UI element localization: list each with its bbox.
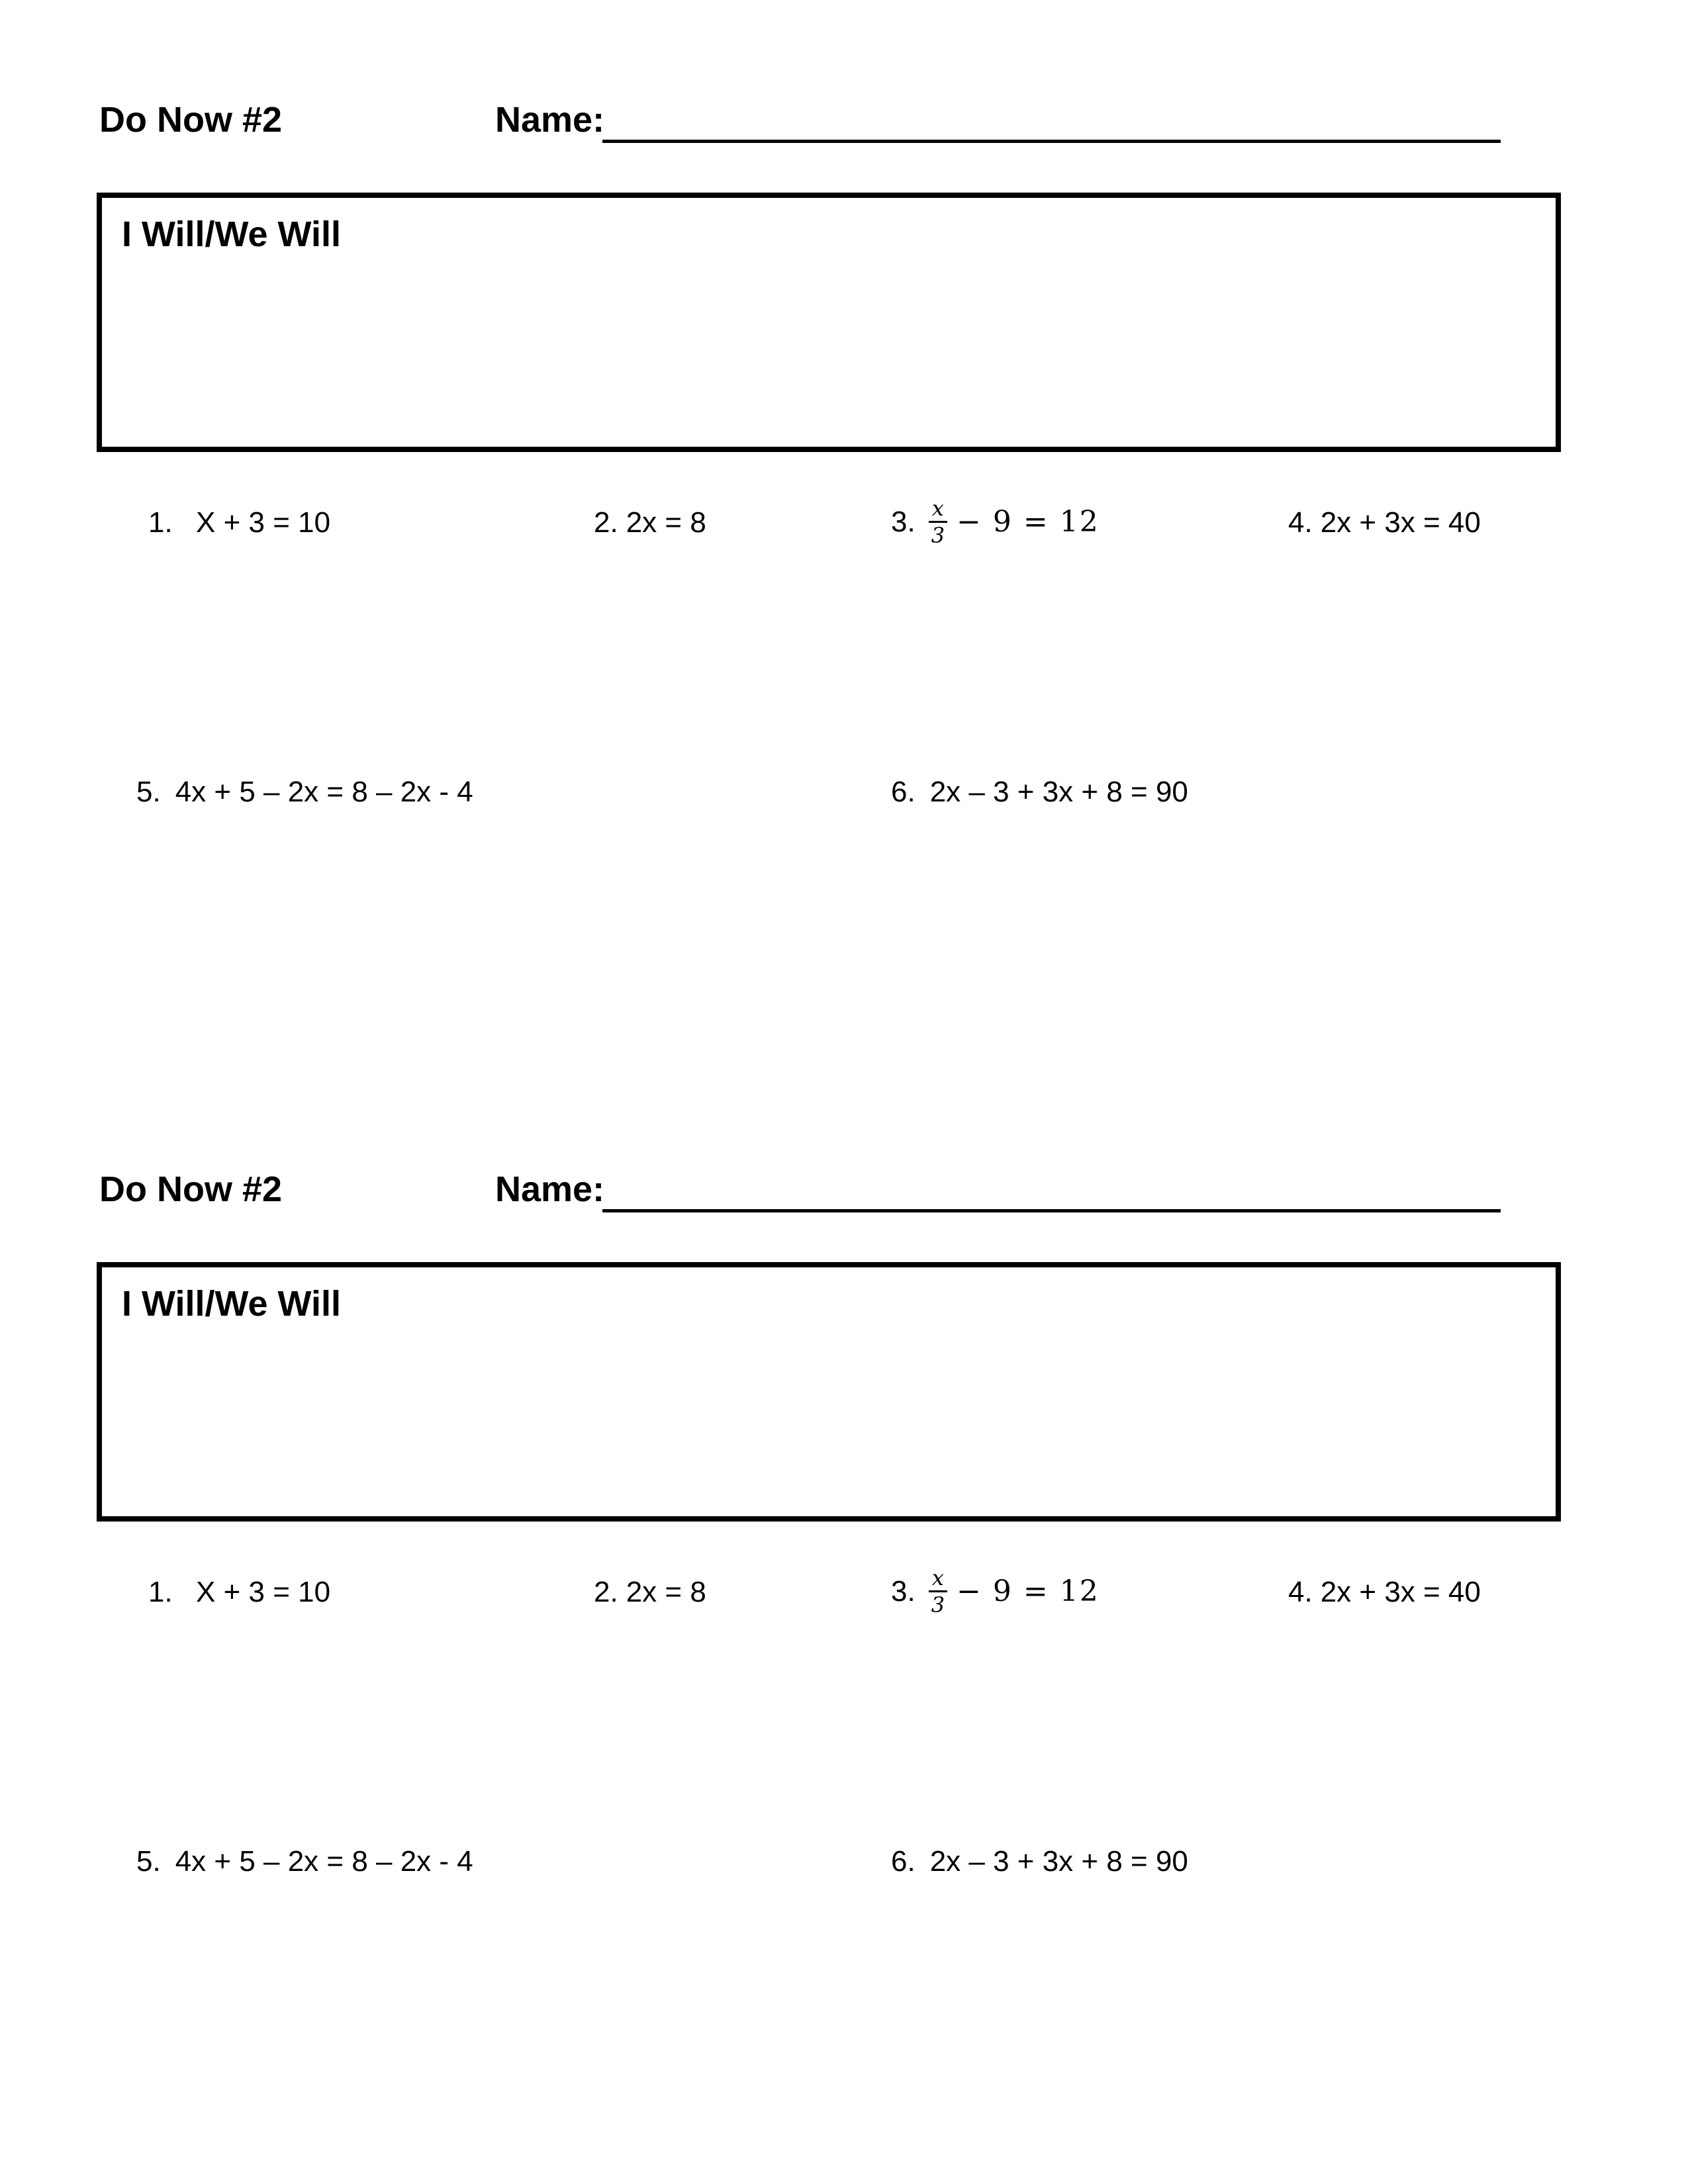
problem-3 (891, 1567, 1100, 1615)
problem-5 (136, 776, 473, 809)
problem-expression-math (929, 498, 1100, 546)
problem-number: 5. (136, 776, 161, 808)
worksheet-bottom (0, 1069, 1688, 2135)
name-blank-line[interactable] (602, 140, 1501, 143)
goal-box-label: I Will/We Will (122, 1284, 342, 1324)
problem-expression: X + 3 = 10 (196, 1576, 331, 1608)
problem-expression: 2x – 3 + 3x + 8 = 90 (929, 776, 1188, 808)
problem-expression: 4x + 5 – 2x = 8 – 2x - 4 (175, 1845, 473, 1878)
problem-expression: 2x + 3x = 40 (1320, 506, 1481, 539)
problem-number: 3. (891, 1574, 915, 1608)
expression-rest: − 9 = 12 (957, 505, 1100, 539)
worksheet-title: Do Now #2 (99, 100, 283, 140)
fraction-denominator: 3 (931, 1592, 945, 1617)
expression-rest: − 9 = 12 (957, 1574, 1100, 1608)
worksheet-top (0, 0, 1688, 1066)
fraction (929, 1567, 947, 1615)
problem-expression: X + 3 = 10 (196, 506, 331, 539)
problem-expression: 2x = 8 (626, 1576, 706, 1608)
name-label: Name: (495, 100, 605, 140)
fraction (929, 498, 947, 546)
problem-2 (594, 1576, 706, 1609)
problem-number: 4. (1288, 1576, 1313, 1608)
fraction-denominator: 3 (931, 523, 945, 548)
problem-1 (148, 1576, 330, 1609)
problem-expression-math (929, 1567, 1100, 1615)
name-label: Name: (495, 1169, 605, 1209)
goal-box[interactable] (97, 193, 1561, 452)
problem-6 (891, 1845, 1188, 1878)
problem-number: 1. (148, 506, 173, 539)
problem-number: 2. (594, 1576, 618, 1608)
problem-4 (1288, 1576, 1481, 1609)
goal-box[interactable] (97, 1262, 1561, 1522)
problem-number: 3. (891, 505, 915, 538)
name-blank-line[interactable] (602, 1209, 1501, 1212)
problem-number: 2. (594, 506, 618, 539)
problem-3 (891, 498, 1100, 546)
problem-expression: 2x – 3 + 3x + 8 = 90 (929, 1845, 1188, 1878)
fraction-numerator: x (931, 496, 944, 521)
worksheet-title: Do Now #2 (99, 1169, 283, 1209)
problem-4 (1288, 506, 1481, 539)
problem-number: 5. (136, 1845, 161, 1878)
fraction-numerator: x (931, 1565, 944, 1590)
problem-number: 6. (891, 776, 915, 808)
problem-5 (136, 1845, 473, 1878)
problem-number: 6. (891, 1845, 915, 1878)
problem-6 (891, 776, 1188, 809)
problem-expression: 2x = 8 (626, 506, 706, 539)
problem-number: 1. (148, 1576, 173, 1608)
problem-expression: 2x + 3x = 40 (1320, 1576, 1481, 1608)
problem-expression: 4x + 5 – 2x = 8 – 2x - 4 (175, 776, 473, 808)
problem-1 (148, 506, 330, 539)
goal-box-label: I Will/We Will (122, 214, 342, 254)
problem-number: 4. (1288, 506, 1313, 539)
problem-2 (594, 506, 706, 539)
